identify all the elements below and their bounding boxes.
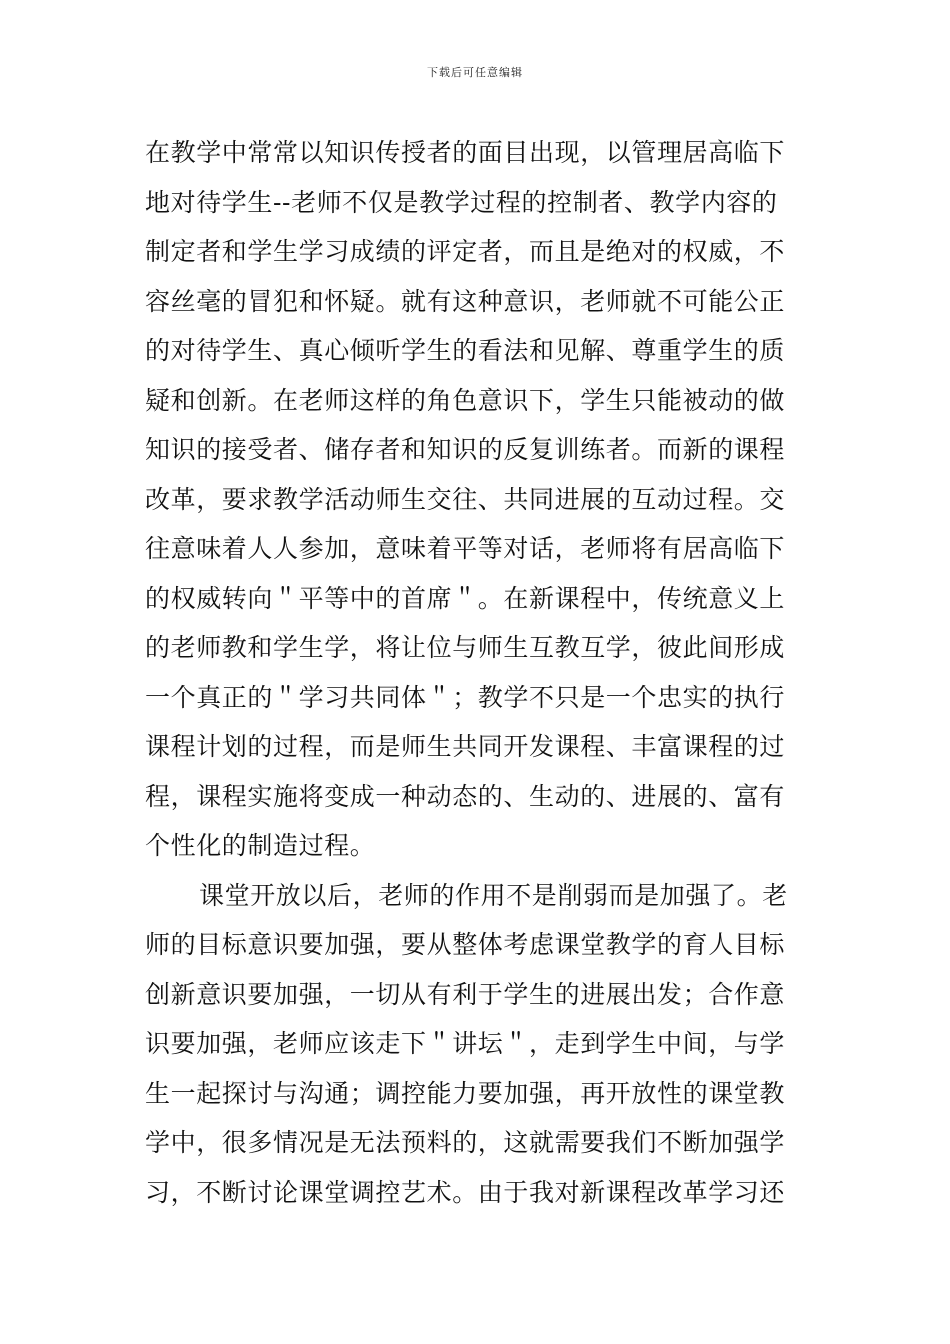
text-line: 生一起探讨与沟通；调控能力要加强，再开放性的课堂教 [145,1078,786,1108]
body-text [145,128,810,1217]
text-line: 疑和创新。在老师这样的角色意识下，学生只能被动的做 [145,385,786,415]
text-line: 的对待学生、真心倾听学生的看法和见解、尊重学生的质 [145,336,786,365]
text-line: 容丝毫的冒犯和怀疑。就有这种意识，老师就不可能公正 [145,286,786,316]
text-line: 制定者和学生学习成绩的评定者，而且是绝对的权威，不 [145,237,786,266]
page-header: 下载后可任意编辑 [427,66,523,79]
text-line: 个性化的制造过程。 [145,831,376,860]
text-line: 创新意识要加强，一切从有利于学生的进展出发；合作意 [145,979,786,1009]
text-line: 识要加强，老师应该走下＂讲坛＂，走到学生中间，与学 [145,1029,786,1058]
text-line: 知识的接受者、储存者和知识的反复训练者。而新的课程 [145,435,786,464]
text-line: 往意味着人人参加，意味着平等对话，老师将有居高临下 [145,534,786,563]
text-line: 在教学中常常以知识传授者的面目出现，以管理居高临下 [145,138,786,167]
paragraph-first-line: 课堂开放以后，老师的作用不是削弱而是加强了。老 [199,880,788,910]
text-line: 师的目标意识要加强，要从整体考虑课堂教学的育人目标 [145,930,786,959]
text-line: 改革，要求教学活动师生交往、共同进展的互动过程。交 [145,484,786,514]
text-line: 地对待学生--老师不仅是教学过程的控制者、教学内容的 [145,187,778,217]
text-line: 课程计划的过程，而是师生共同开发课程、丰富课程的过 [145,732,786,761]
text-line: 一个真正的＂学习共同体＂；教学不只是一个忠实的执行 [145,682,786,712]
text-line: 的权威转向＂平等中的首席＂。在新课程中，传统意义上 [145,583,786,613]
text-line: 学中，很多情况是无法预料的，这就需要我们不断加强学 [145,1128,786,1157]
text-line: 的老师教和学生学，将让位与师生互教互学，彼此间形成 [145,633,786,662]
text-line: 程，课程实施将变成一种动态的、生动的、进展的、富有 [145,781,786,811]
text-line: 习，不断讨论课堂调控艺术。由于我对新课程改革学习还 [145,1177,786,1207]
